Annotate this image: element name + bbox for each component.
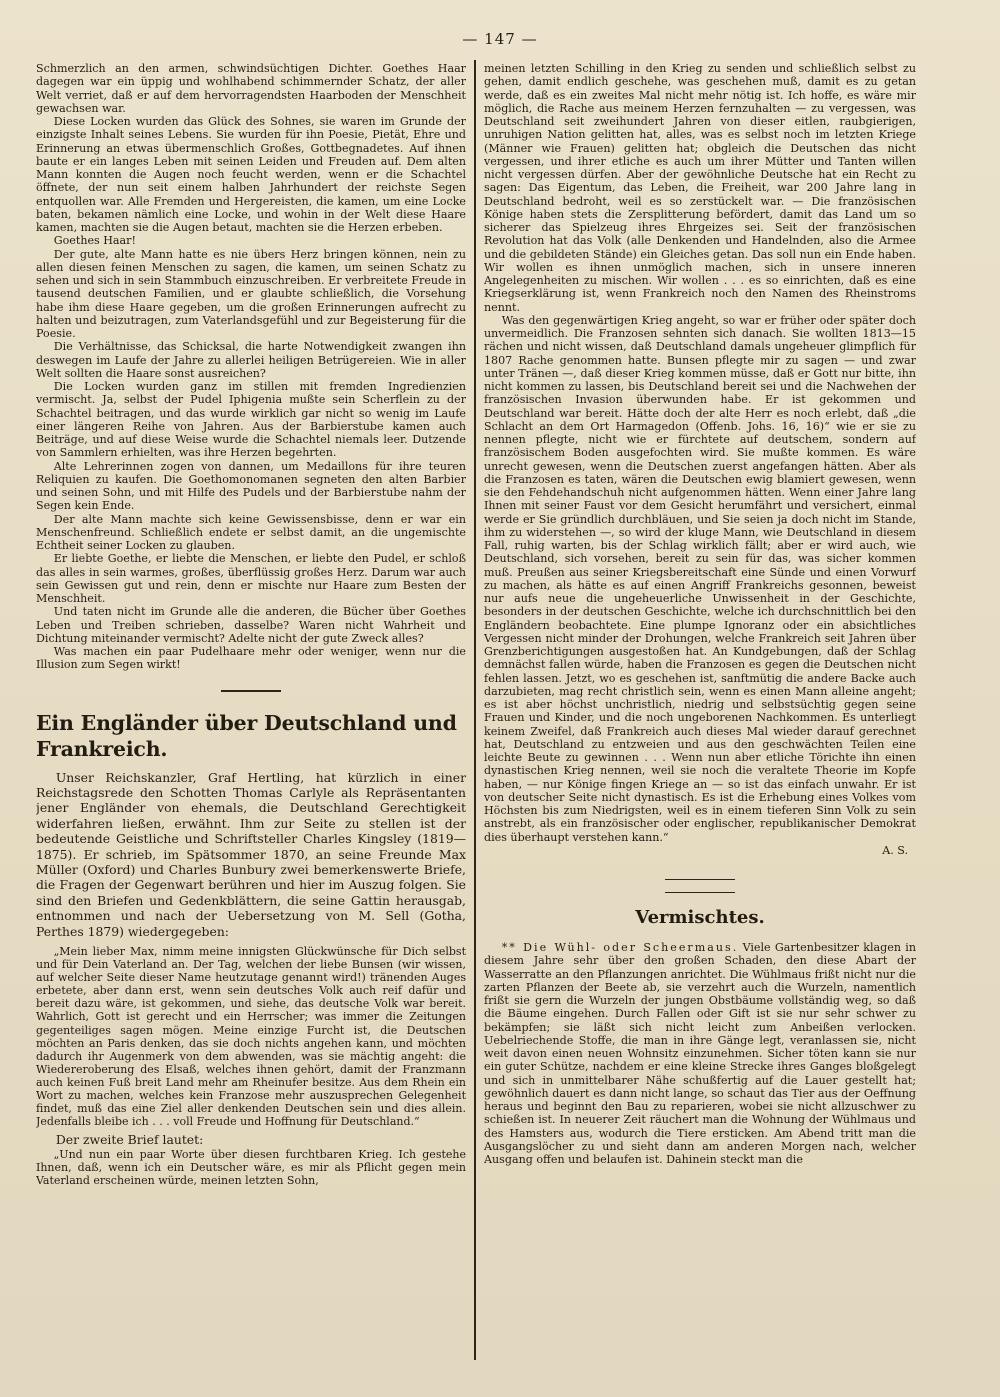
item-body: Viele Gartenbesitzer klagen in diesem Jahre sehr über den großen Schaden, den diese Abart der Wasserratte an den Pflanzungen anrichtet. Die Wühlmaus frißt nicht nur die zarten Pflanzen der Beete ab, sie verzehrt auch die Wurzeln, namentlich frißt sie gern die Wurzeln der jungen Obstbäume vollständig weg, so daß die Bäume eingehen. Durch Fallen oder Gift ist sie nur sehr schwer zu bekämpfen; sie läßt sich nicht leicht zum Anbeißen verlocken. Uebelriechende Stoffe, die man in ihre Gänge legt, veranlassen sie, nicht weit davon einen neuen Wohnsitz einzunehmen. Sicher töten kann sie nur ein guter Schütze, nachdem er eine kleine Strecke ihres Ganges bloßgelegt und sich in unmittelbarer Nähe schußfertig auf die Lauer gestellt hat; gewöhnlich dauert es dann nicht lange, so schaut das Tier aus der Oeffnung heraus und beginnt den Bau zu reparieren, wobei sie nicht allzuschwer zu schießen ist. In neuerer Zeit räuchert man die Wohnung der Wühlmaus und des Hamsters aus, wodurch die Tiere ersticken. Am Abend tritt man die Ausgangslöcher zu und sieht dann am anderen Morgen nach, welcher Ausgang offen und belaufen ist. Dahinein steckt man die	[484, 941, 916, 1166]
left-paragraph-8: Der alte Mann machte sich keine Gewissensbisse, denn er war ein Menschenfreund. Schließlich endete er selbst damit, an die ungemischte Echtheit seiner Locken zu glauben.	[36, 512, 466, 552]
article-heading: Ein Engländer über Deutschland und Frankreich.	[36, 710, 457, 761]
page-number: — 147 —	[462, 30, 538, 48]
column-rule	[474, 60, 476, 1360]
section-divider-bottom	[665, 892, 735, 893]
letter-one	[36, 945, 466, 1128]
right-paragraph-1: meinen letzten Schilling in den Krieg zu senden und schließlich selbst zu gehen, damit endlich geschehe, was geschehen muß, damit es zu getan werde, daß es ein zweites Mal nicht mehr nötig ist. Ich hoffe, es wäre mir möglich, die Rache aus meinem Herzen fernzuhalten — zu vergessen, was Deutschland seit zweihundert Jahren von dieser eitlen, raubgierigen, unruhigen Nation gelitten hat, alles, was es selbst noch im letzten Kriege (Männer wie Frauen) gelitten hat; obgleich die Deutschen das nicht vergessen, und ihrer etliche es auch um ihrer Mütter und Tanten willen nicht vergessen dürfen. Aber der gewöhnliche Deutsche hat ein Recht zu sagen: Das Eigentum, das Leben, die Freiheit, war 200 Jahre lang in Deutschland bedroht, weil es so zerstückelt war. — Die französischen Könige haben stets die Zersplitterung befördert, damit das Land um so sicherer das Spielzeug ihres Ehrgeizes sei. Seit der französischen Revolution hat das Volk (alle Denkenden und Handelnden, also die Armee und die gebildeten Stände) ein Gleiches getan. Das soll nun ein Ende haben. Wir wollen es ihnen unmöglich machen, sich in unsere inneren Angelegenheiten zu mischen. Wir wollen . . . es so einrichten, daß es eine Kriegserklärung ist, wenn Frankreich noch den Namen des Rheinstroms nennt.	[484, 62, 916, 314]
left-paragraph-10: Und taten nicht im Grunde alle die anderen, die Bücher über Goethes Leben und Treiben schrieben, dasselbe? Waren nicht Wahrheit und Dichtung miteinander vermischt? Adelte nicht der gute Zweck alles?	[36, 605, 466, 645]
left-paragraph-3: Goethes Haar!	[53, 234, 136, 248]
left-column	[36, 62, 466, 1380]
left-paragraph-15: „Und nun ein paar Worte über diesen furchtbaren Krieg. Ich gestehe Ihnen, daß, wenn ich ein Deutscher wäre, es mir als Pflicht gegen mein Vaterland erscheinen würde, meinen letzten Sohn,	[36, 1147, 466, 1187]
right-column	[484, 62, 916, 1380]
left-paragraph-9: Er liebte Goethe, er liebte die Menschen, er liebte den Pudel, er schloß das alles in sein warmes, großes, überflüssig großes Herz. Darum war auch sein Gewissen gut und rein, denn er mischte nur Haare zum Besten der Menschheit.	[36, 552, 466, 605]
left-paragraph-6: Die Locken wurden ganz im stillen mit fremden Ingredienzien vermischt. Ja, selbst der Pudel Iphigenia mußte sein Scherflein zu der Schachtel beitragen, und das wurde wirklich gar nicht so wenig im Laufe einer längeren Reihe von Jahren. Aus der Barbierstube kamen auch Beiträge, und auf diese Weise wurde die Schachtel niemals leer. Dutzende von Sammlern erhielten, was ihre Herzen begehrten.	[36, 380, 466, 460]
right-paragraph-2: Was den gegenwärtigen Krieg angeht, so war er früher oder später doch unvermeidlich. Die Franzosen sehnten sich danach. Sie wollten 1813—15 rächen und nicht wissen, daß Deutschland damals ungeheuer glimpflich für 1807 Rache genommen hatte. Bunsen pflegte mir zu sagen — und zwar unter Tränen —, daß dieser Krieg kommen müsse, daß er Gott nur bitte, ihn nicht kommen zu lassen, bis Deutschland bereit sei und die Nachwehen der französischen Invasion überwunden habe. Er ist gekommen und Deutschland war bereit. Hätte doch der alte Herr es noch erlebt, daß „die Schlacht an dem Ort Harmagedon (Offenb. Johs. 16, 16)“ wie er sie zu nennen pflegte, nicht wie er fürchtete auf deutschem, sondern auf französischem Boden ausgefochten wird. Sie mußte kommen. Es wäre unrecht gewesen, wenn die Deutschen zuerst angefangen hätten. Aber als die Franzosen es taten, wären die Deutschen ewig blamiert gewesen, wenn sie den Fehdehandschuh nicht aufgenommen hätten. Wenn einer Jahre lang Ihnen mit seiner Faust vor dem Gesicht herumfährt und versichert, einmal werde er Sie gründlich durchbläuen, und Sie seien ja doch nicht im Stande, ihm zu widerstehen —, so wird der kluge Mann, wie Deutschland in diesem Fall, ruhig warten, bis der Schlag wirklich fällt; aber er wird auch, wie Deutschland, sich vorsehen, bereit zu sein für das, was sicher kommen muß. Preußen aus seiner Kriegsbereitschaft eine Sünde und einen Vorwurf zu machen, als hätte es auf einen Angriff Frankreichs gesonnen, beweist nur aufs neue die ungeheuerliche Unwissenheit in der Geschichte, besonders in der deutschen Geschichte, welche ich durchschnittlich bei den Engländern beobachtete. Eine plumpe Ignoranz oder ein absichtliches Vergessen nicht minder der Drohungen, welche Frankreich seit Jahren über Grenzberichtigungen ausgestoßen hat. An Kundgebungen, daß der Schlag demnächst fallen würde, haben die Franzosen es gegen die Deutschen nicht fehlen lassen. Jetzt, wo es geschehen ist, sanftmütig die andere Backe auch darzubieten, mag recht christlich sein, wenn es einen Mann alleine angeht; es ist aber höchst unchristlich, niedrig und selbstsüchtig gegen seine Frauen und Kinder, und die noch ungeborenen Nachkommen. Es unterliegt keinem Zweifel, daß Frankreich auch dieses Mal wieder darauf gerechnet hat, Deutschland zu entzweien und aus den geschwächten Teilen eine leichte Beute zu gewinnen . . . Wenn nun aber etliche Törichte ihn einen dynastischen Krieg nennen, weil sie noch die veraltete Theorie im Kopfe haben, — nur Könige fingen Kriege an — so ist das einfach unwahr. Er ist von deutscher Seite nicht dynastisch. Es ist die Erhebung eines Volkes vom Höchsten bis zum Niedrigsten, weil es in einem tieferen Sinn Volk zu sein anstrebt, als ein französischer oder englischer, republikanischer Demokrat dies überhaupt verstehen kann.“	[484, 313, 916, 844]
left-paragraph-12: Unser Reichskanzler, Graf Hertling, hat kürzlich in einer Reichstagsrede den Schotten Thomas Carlyle als Repräsentanten jener Engländer von ehemals, die Deutschland Gerechtigkeit widerfahren ließen, erwähnt. Ihm zur Seite zu stellen ist der bedeutende Geistliche und Schriftsteller Charles Kingsley (1819—1875). Er schrieb, im Spätsommer 1870, an seine Freunde Max Müller (Oxford) und Charles Bunbury zwei bemerkenswerte Briefe, die Fragen der Gegenwart berühren und hier im Auszug folgen. Sie sind den Briefen und Gedenkblättern, die seine Gattin herausgab, entnommen und nach der Uebersetzung von M. Sell (Gotha, Perthes 1879) wiedergegeben:	[36, 769, 466, 939]
left-paragraph-14: Der zweite Brief lautet:	[55, 1132, 204, 1148]
section-divider	[221, 690, 281, 692]
miscellany-heading: Vermischtes.	[635, 907, 765, 928]
left-paragraph-2: Diese Locken wurden das Glück des Sohnes, sie waren im Grunde der einzigste Inhalt seines Lebens. Sie wurden für ihn Poesie, Pietät, Ehre und Erinnerung an etwas übermenschlich Großes, Gottbegnadetes. Auf ihnen baute er ein langes Leben mit seinen Leiden und Freuden auf. Dem alten Mann konnten die Augen noch feucht werden, wenn er die Schachtel öffnete, der nun seit einem halben Jahrhundert der reichste Segen entquollen war. Alle Fremden und Hergereisten, die kamen, um eine Locke baten, bekamen nämlich eine Locke, und wohin in der Welt diese Haare kamen, machten sie die Augen betaut, machten sie die Herzen erbeben.	[36, 115, 466, 234]
letter-two-start	[36, 1148, 466, 1187]
left-paragraph-7: Alte Lehrerinnen zogen von dannen, um Medaillons für ihre teuren Reliquien zu kaufen. Die Goethomonomanen segneten den alten Barbier und seinen Sohn, und mit Hilfe des Pudels und der Barbierstube nahm der Segen kein Ende.	[36, 459, 466, 513]
left-paragraph-4: Der gute, alte Mann hatte es nie übers Herz bringen können, nein zu allen diesen feinen Menschen zu sagen, die kamen, um seinen Schatz zu sehen und sich in sein Stammbuch einzuschreiben. Er verbreitete Freude in tausend deutschen Familien, und er glaubte schließlich, die Vorsehung habe ihm diese Haare gegeben, um die großen Erinnerungen aufrecht zu halten und beizutragen, zum Vaterlandsgefühl und zur Begeisterung für die Poesie.	[36, 247, 466, 340]
section-divider-top	[665, 879, 735, 880]
item-lead: ** Die Wühl- oder Scheermaus.	[501, 941, 739, 954]
article-intro	[36, 770, 466, 939]
left-paragraph-1: Schmerzlich an den armen, schwindsüchtigen Dichter. Goethes Haar dagegen war ein üppig und wohlhabend schimmernder Schatz, der aller Welt verriet, daß er auf dem hervorragendsten Haarboden der Menschheit gewachsen war.	[36, 62, 466, 115]
right-paragraph-3	[484, 941, 916, 1166]
letter-two-intro	[36, 1132, 466, 1147]
article-signature: A. S.	[882, 843, 908, 857]
left-paragraph-11: Was machen ein paar Pudelhaare mehr oder weniger, wenn nur die Illusion zum Segen wirkt!	[36, 645, 466, 672]
left-paragraph-5: Die Verhältnisse, das Schicksal, die harte Notwendigkeit zwangen ihn deswegen im Laufe der Jahre zu allerlei heiligen Betrügereien. Wie in aller Welt sollten die Haare sonst ausreichen?	[36, 340, 466, 380]
left-paragraph-13: „Mein lieber Max, nimm meine innigsten Glückwünsche für Dich selbst und für Dein Vaterland an. Der Tag, welchen der liebe Bunsen (wir wissen, auf welcher Seite dieser Name heutzutage genannt wird!) tränenden Auges erbetete, aber dann erst, wenn sein deutsches Volk auch reif dafür und bereit dazu wäre, ist gekommen, und siehe, das deutsche Volk war bereit. Wahrlich, Gott ist gerecht und ein Herrscher; was immer die Zeitungen gegenteiliges sagen mögen. Meine einzige Furcht ist, die Deutschen möchten an Paris denken, das sie doch nichts angehen kann, und möchten dadurch ihr Augenmerk von dem abwenden, was sie mächtig angeht: die Wiedereroberung des Elsaß, welches ihnen gehört, damit der Franzmann auch keinen Fuß breit Land mehr am Rheinufer besitze. Aus dem Rhein ein Wort zu machen, welches kein Franzose mehr auszusprechen Gelegenheit findet, muß das eine Ziel aller denkenden Deutschen sein und dies allein. Jedenfalls bleibe ich . . . voll Freude und Hoffnung für Deutschland.“	[36, 944, 466, 1129]
